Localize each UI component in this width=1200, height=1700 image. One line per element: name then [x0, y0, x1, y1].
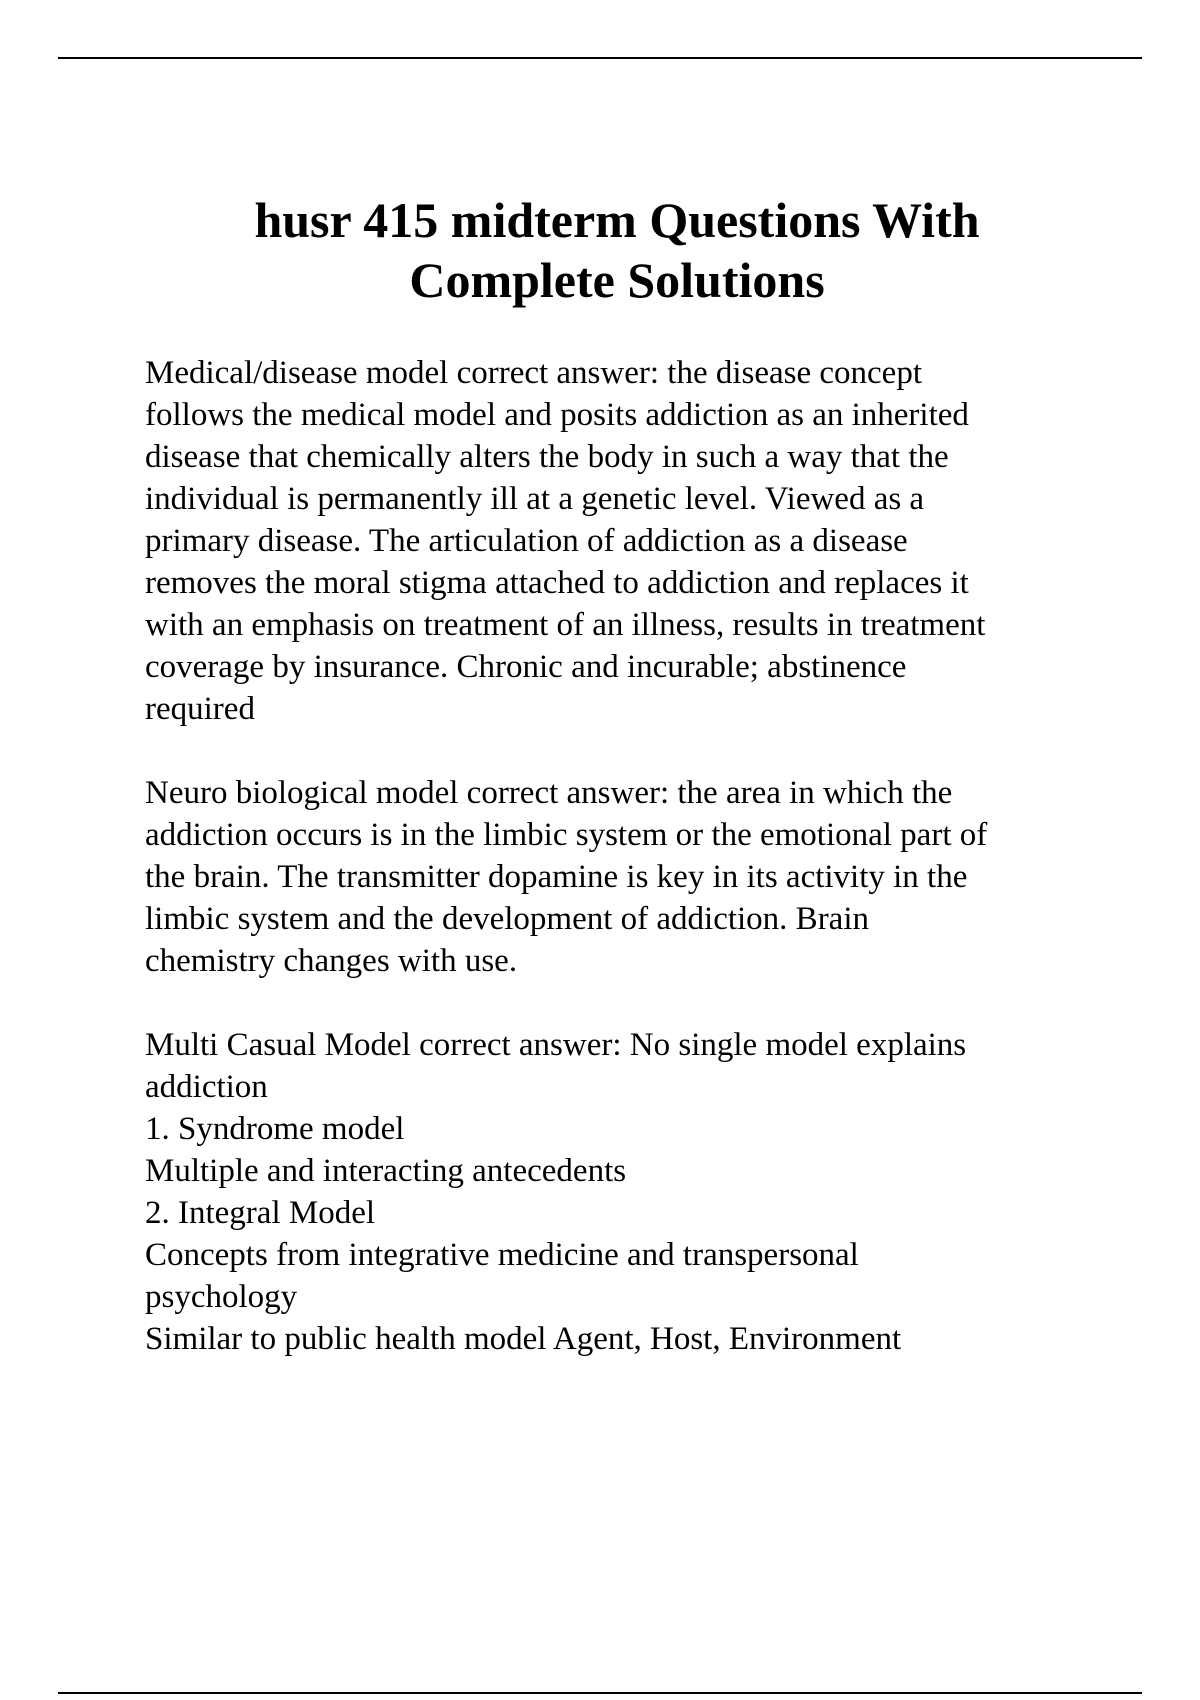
text-line: Similar to public health model Agent, Host, Environment [145, 1321, 902, 1357]
qa-entry-medical-disease-model [145, 352, 1105, 730]
text-line: addiction [145, 1069, 268, 1105]
text-line: limbic system and the development of addiction. Brain [145, 901, 870, 937]
text-line: psychology [145, 1279, 298, 1315]
text-line: individual is permanently ill at a genetic level. Viewed as a [145, 481, 925, 517]
qa-paragraph [145, 772, 1105, 982]
text-line: Medical/disease model correct answer: the disease concept [145, 355, 922, 391]
title-line: Complete Solutions [409, 252, 825, 308]
text-line: removes the moral stigma attached to addiction and replaces it [145, 565, 969, 601]
text-line: Multi Casual Model correct answer: No single model explains [145, 1027, 967, 1063]
text-line: Neuro biological model correct answer: the area in which the [145, 775, 953, 811]
text-line: required [145, 691, 255, 727]
document-title [0, 190, 1200, 310]
top-rule [58, 57, 1142, 59]
text-line: the brain. The transmitter dopamine is key in its activity in the [145, 859, 968, 895]
qa-paragraph [145, 1024, 1105, 1360]
text-line: addiction occurs is in the limbic system or the emotional part of [145, 817, 988, 853]
text-line: 1. Syndrome model [145, 1111, 405, 1147]
text-line: Concepts from integrative medicine and transpersonal [145, 1237, 859, 1273]
text-line: chemistry changes with use. [145, 943, 518, 979]
title-line: husr 415 midterm Questions With [254, 192, 980, 248]
text-line: follows the medical model and posits addiction as an inherited [145, 397, 969, 433]
text-line: disease that chemically alters the body in such a way that the [145, 439, 949, 475]
text-line: with an emphasis on treatment of an illness, results in treatment [145, 607, 986, 643]
qa-paragraph [145, 352, 1105, 730]
qa-entry-multi-casual-model [145, 1024, 1105, 1360]
text-line: 2. Integral Model [145, 1195, 376, 1231]
text-line: Multiple and interacting antecedents [145, 1153, 627, 1189]
text-line: primary disease. The articulation of addiction as a disease [145, 523, 908, 559]
document-body [145, 352, 1105, 1402]
qa-entry-neuro-biological-model [145, 772, 1105, 982]
text-line: coverage by insurance. Chronic and incurable; abstinence [145, 649, 907, 685]
bottom-rule [58, 1692, 1142, 1694]
